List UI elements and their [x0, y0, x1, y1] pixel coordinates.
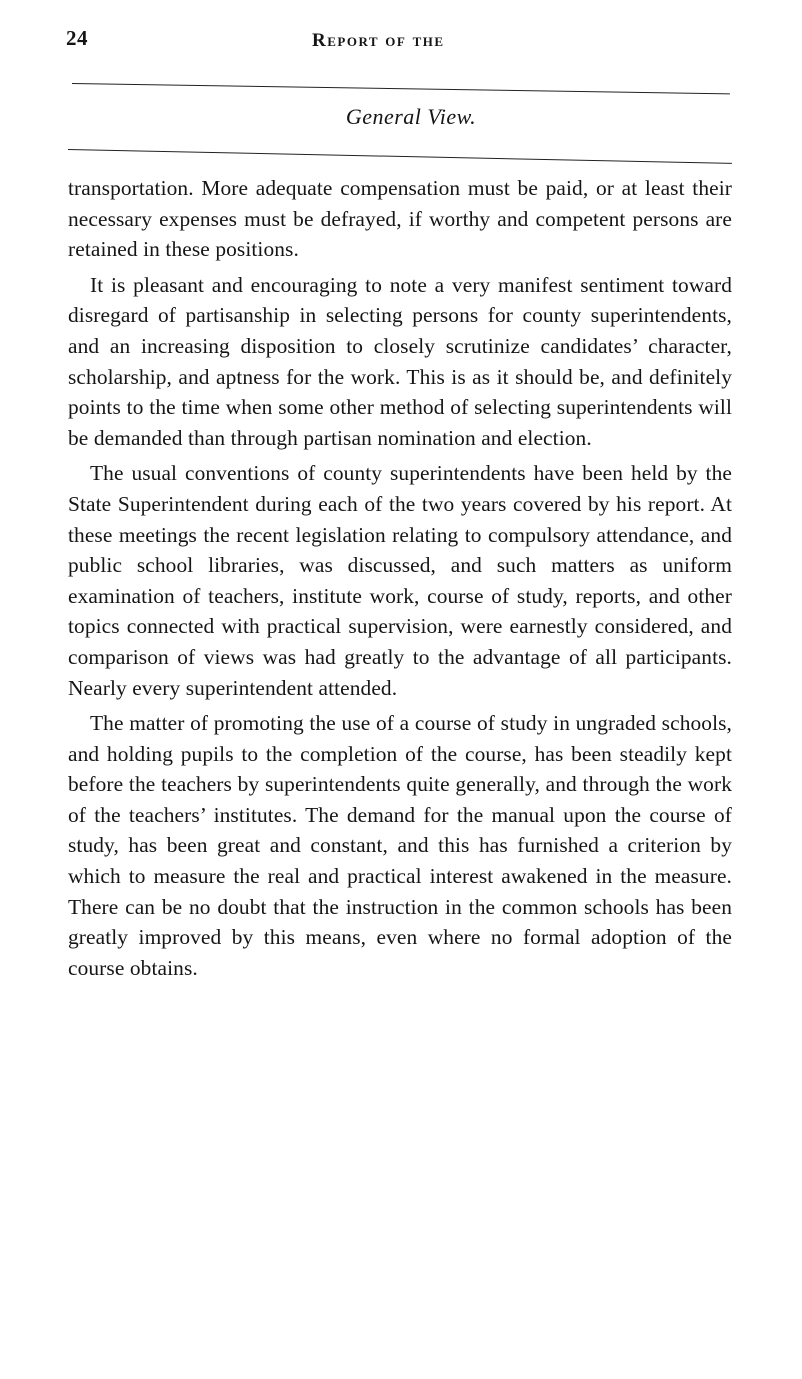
- paragraph: The usual conventions of county superintendents have been held by the State Superintendent during each of the two years covered by his report. At these meetings the recent legislation relating to compulsory attendance, and public school libraries, was discussed, and such matters as uniform examination of teachers, institute work, course of study, reports, and other topics connected with practical supervision, were earnestly considered, and comparison of views was had greatly to the advantage of all participants. Nearly every superintendent attended.: [68, 461, 732, 700]
- paragraph: It is pleasant and encouraging to note a very manifest sentiment toward disregard of partisanship in selecting persons for county superintendents, and an increasing disposition to closely scrutinize candidates’ character, scholarship, and aptness for the work. This is as it should be, and definitely points to the time when some other method of selecting superintendents will be demanded than through partisan nomination and election.: [68, 272, 732, 450]
- paragraph-continuation: transportation. More adequate compensation must be paid, or at least their necessary expenses must be defrayed, if worthy and competent persons are retained in these positions.: [68, 176, 732, 262]
- section-title: [0, 104, 802, 130]
- header-rule-top: [72, 83, 730, 94]
- section-title-text: General View.: [345, 104, 477, 129]
- page-header: [66, 26, 736, 56]
- paragraph: The matter of promoting the use of a course of study in ungraded schools, and holding pupils to the completion of the course, has been steadily kept before the teachers by superintendents quite generally, and through the work of the teachers’ institutes. The demand for the manual upon the course of study, has been great and constant, and this has furnished a criterion by which to measure the real and practical interest awakened in the measure. There can be no doubt that the instruction in the common schools has been greatly improved by this means, even where no formal adoption of the course obtains.: [68, 711, 732, 980]
- header-rule-bottom: [68, 149, 732, 164]
- running-head: Report of the: [312, 30, 445, 51]
- body-text: [68, 173, 732, 983]
- page-number: 24: [66, 26, 88, 50]
